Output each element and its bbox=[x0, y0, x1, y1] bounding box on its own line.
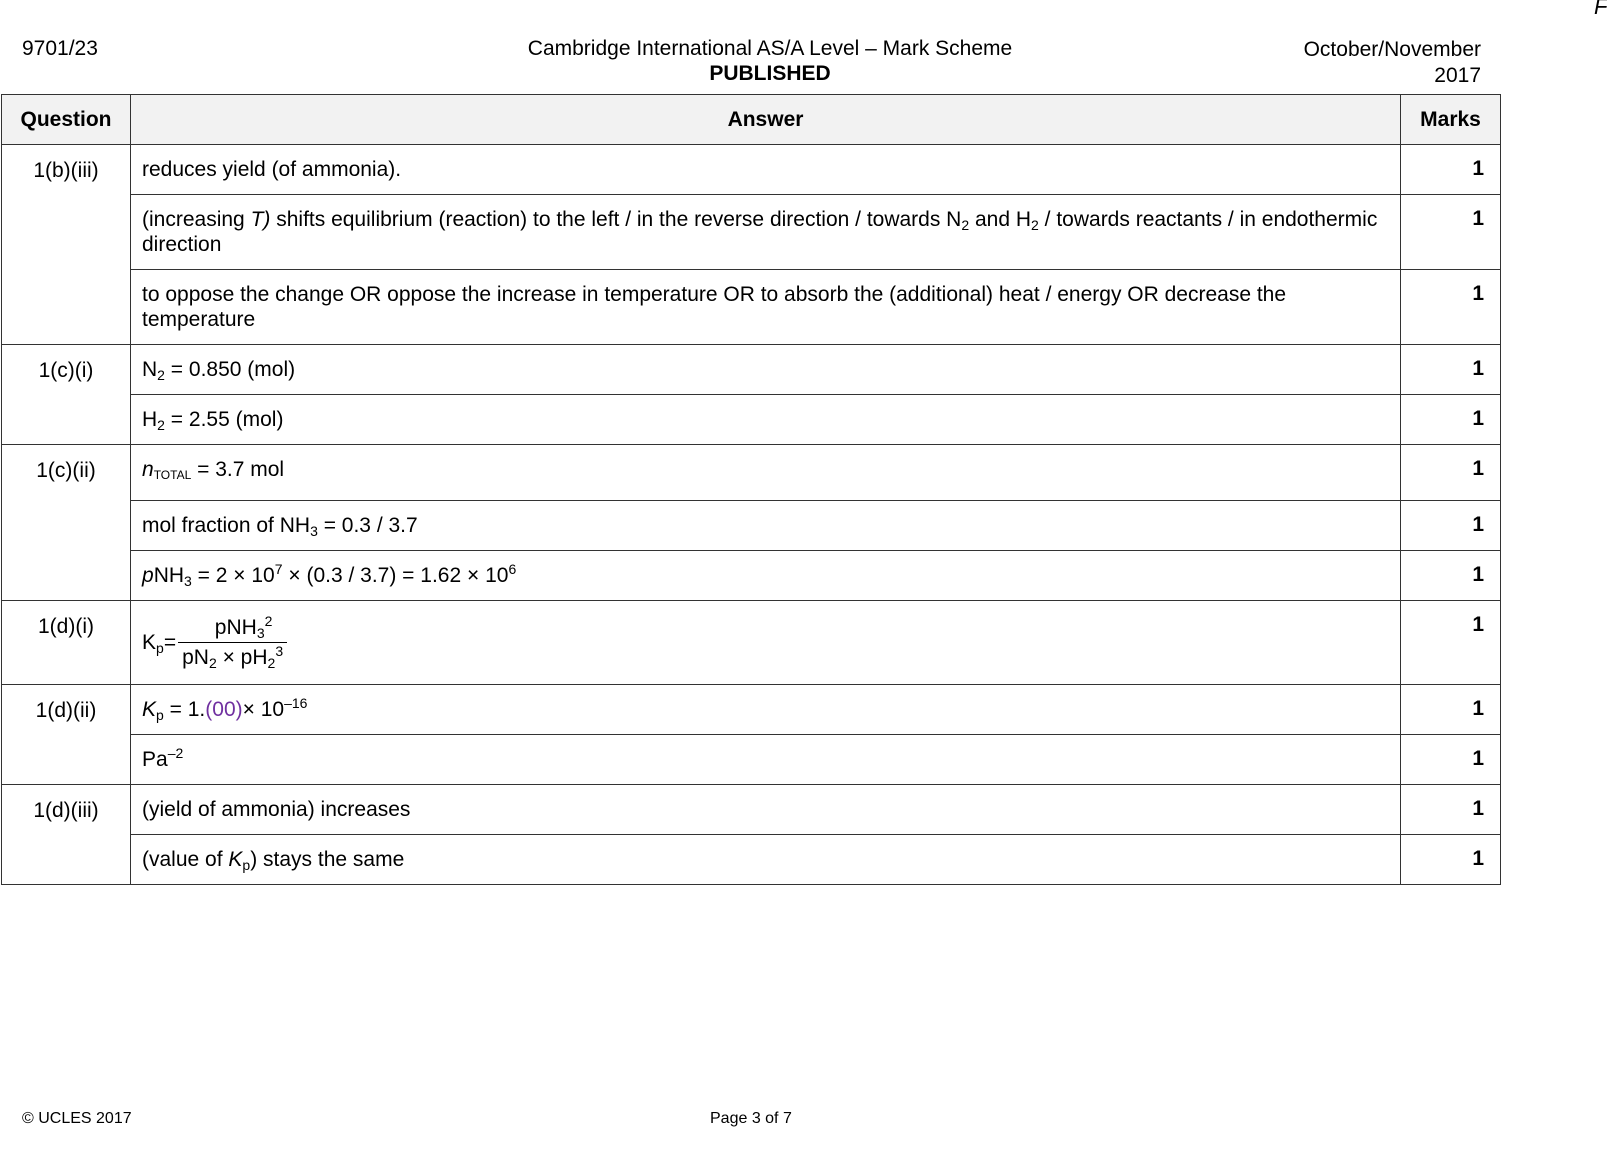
superscript: 2 bbox=[264, 613, 273, 629]
session-month: October/November bbox=[1303, 38, 1481, 61]
marks-cell: 1 bbox=[1401, 551, 1501, 601]
table-row bbox=[2, 501, 1501, 551]
answer-text: pNH bbox=[214, 616, 257, 639]
answer-cell: to oppose the change OR oppose the increase in temperature OR to absorb the (additional) heat / energy OR decrease the temperature bbox=[131, 270, 1401, 345]
answer-cell bbox=[131, 735, 1401, 785]
table-row bbox=[2, 345, 1501, 395]
answer-text: = 2.55 (mol) bbox=[164, 408, 284, 431]
subscript: TOTAL bbox=[153, 468, 192, 482]
subscript: 3 bbox=[184, 573, 192, 589]
answer-cell bbox=[131, 501, 1401, 551]
kp-fraction bbox=[178, 615, 287, 670]
answer-text: = 0.3 / 3.7 bbox=[317, 514, 418, 537]
answer-text: (increasing bbox=[142, 208, 251, 231]
answer-text: ) stays the same bbox=[250, 848, 405, 871]
exam-session bbox=[1304, 37, 1481, 89]
marks-cell: 1 bbox=[1401, 145, 1501, 195]
answer-text: shifts equilibrium (reaction) to the left / in the reverse direction / towards N bbox=[270, 208, 962, 231]
answer-text-italic: K bbox=[142, 698, 157, 721]
answer-text: (value of bbox=[142, 848, 229, 871]
question-cell: 1(d)(i) bbox=[2, 601, 131, 685]
answer-text: mol fraction of NH bbox=[142, 514, 311, 537]
answer-cell: (yield of ammonia) increases bbox=[131, 785, 1401, 835]
times-sign: × bbox=[216, 646, 241, 669]
answer-cell bbox=[131, 445, 1401, 501]
answer-cell bbox=[131, 195, 1401, 270]
subscript: 2 bbox=[961, 217, 970, 233]
subscript: p bbox=[156, 640, 164, 656]
paper-code: 9701/23 bbox=[22, 37, 98, 60]
marks-cell: 1 bbox=[1401, 785, 1501, 835]
document-title: Cambridge International AS/A Level – Mark Scheme bbox=[527, 37, 1013, 60]
answer-text: × 10 bbox=[242, 698, 285, 721]
marks-cell: 1 bbox=[1401, 685, 1501, 735]
table-row bbox=[2, 685, 1501, 735]
subscript: 2 bbox=[208, 655, 217, 671]
superscript: 6 bbox=[508, 561, 517, 577]
corner-mark: F bbox=[1594, 0, 1607, 19]
question-cell: 1(d)(iii) bbox=[2, 785, 131, 885]
marks-cell: 1 bbox=[1401, 501, 1501, 551]
table-row bbox=[2, 835, 1501, 885]
superscript: –2 bbox=[167, 745, 184, 761]
answer-text-italic: K bbox=[228, 848, 243, 871]
answer-cell bbox=[131, 395, 1401, 445]
superscript: 7 bbox=[274, 561, 283, 577]
marks-cell: 1 bbox=[1401, 345, 1501, 395]
column-header-marks: Marks bbox=[1401, 95, 1501, 145]
fraction-numerator bbox=[178, 615, 287, 643]
superscript: 3 bbox=[275, 643, 284, 659]
question-cell: 1(c)(ii) bbox=[2, 445, 131, 601]
table-row bbox=[2, 145, 1501, 195]
answer-text-italic: T) bbox=[250, 208, 271, 231]
answer-text: Pa bbox=[142, 748, 168, 771]
table-row bbox=[2, 551, 1501, 601]
marks-cell: 1 bbox=[1401, 195, 1501, 270]
copyright-notice: © UCLES 2017 bbox=[22, 1110, 132, 1127]
fraction-denominator bbox=[178, 643, 287, 670]
session-year: 2017 bbox=[1434, 64, 1481, 87]
marks-cell: 1 bbox=[1401, 445, 1501, 501]
subscript: 3 bbox=[256, 625, 265, 641]
answer-text: H bbox=[142, 408, 158, 431]
table-row bbox=[2, 601, 1501, 685]
subscript: 2 bbox=[157, 367, 165, 383]
answer-cell bbox=[131, 685, 1401, 735]
table-row bbox=[2, 445, 1501, 501]
answer-cell bbox=[131, 345, 1401, 395]
kp-expression bbox=[142, 630, 176, 655]
question-cell: 1(d)(ii) bbox=[2, 685, 131, 785]
column-header-question: Question bbox=[2, 95, 131, 145]
subscript: 2 bbox=[1031, 217, 1039, 233]
subscript: 3 bbox=[310, 523, 318, 539]
subscript: 2 bbox=[157, 417, 165, 433]
marks-cell: 1 bbox=[1401, 835, 1501, 885]
answer-cell bbox=[131, 601, 1401, 685]
subscript: p bbox=[156, 707, 164, 723]
answer-text-italic: p bbox=[142, 564, 154, 587]
question-cell: 1(b)(iii) bbox=[2, 145, 131, 345]
marks-cell: 1 bbox=[1401, 735, 1501, 785]
answer-text: N bbox=[142, 358, 158, 381]
answer-text: = 2 × 10 bbox=[191, 564, 275, 587]
answer-cell bbox=[131, 551, 1401, 601]
column-header-answer: Answer bbox=[131, 95, 1401, 145]
answer-text: = 3.7 mol bbox=[191, 458, 285, 481]
answer-text: pH bbox=[240, 646, 268, 669]
page-number: Page 3 of 7 bbox=[710, 1110, 792, 1127]
answer-text: NH bbox=[153, 564, 185, 587]
answer-text: × (0.3 / 3.7) = 1.62 × 10 bbox=[282, 564, 509, 587]
table-row bbox=[2, 195, 1501, 270]
table-row bbox=[2, 735, 1501, 785]
subscript: 2 bbox=[267, 655, 276, 671]
table-row bbox=[2, 395, 1501, 445]
marks-cell: 1 bbox=[1401, 601, 1501, 685]
mark-scheme-table bbox=[1, 94, 1501, 885]
equals-sign: = bbox=[163, 631, 177, 654]
answer-cell bbox=[131, 835, 1401, 885]
answer-text: and H bbox=[969, 208, 1032, 231]
answer-text: K bbox=[142, 631, 157, 654]
answer-text: / towards reactants / in endothermic direction bbox=[142, 208, 1378, 256]
table-row bbox=[2, 270, 1501, 345]
superscript: –16 bbox=[284, 695, 308, 711]
answer-cell: reduces yield (of ammonia). bbox=[131, 145, 1401, 195]
answer-text: pN bbox=[182, 646, 209, 669]
published-label: PUBLISHED bbox=[709, 62, 831, 85]
marks-cell: 1 bbox=[1401, 270, 1501, 345]
answer-text: = 1. bbox=[163, 698, 206, 721]
marks-cell: 1 bbox=[1401, 395, 1501, 445]
answer-text: = 0.850 (mol) bbox=[164, 358, 296, 381]
optional-digits: (00) bbox=[205, 698, 243, 721]
question-cell: 1(c)(i) bbox=[2, 345, 131, 445]
answer-text-italic: n bbox=[142, 458, 154, 481]
table-header-row bbox=[2, 95, 1501, 145]
table-row bbox=[2, 785, 1501, 835]
subscript: p bbox=[242, 857, 251, 873]
